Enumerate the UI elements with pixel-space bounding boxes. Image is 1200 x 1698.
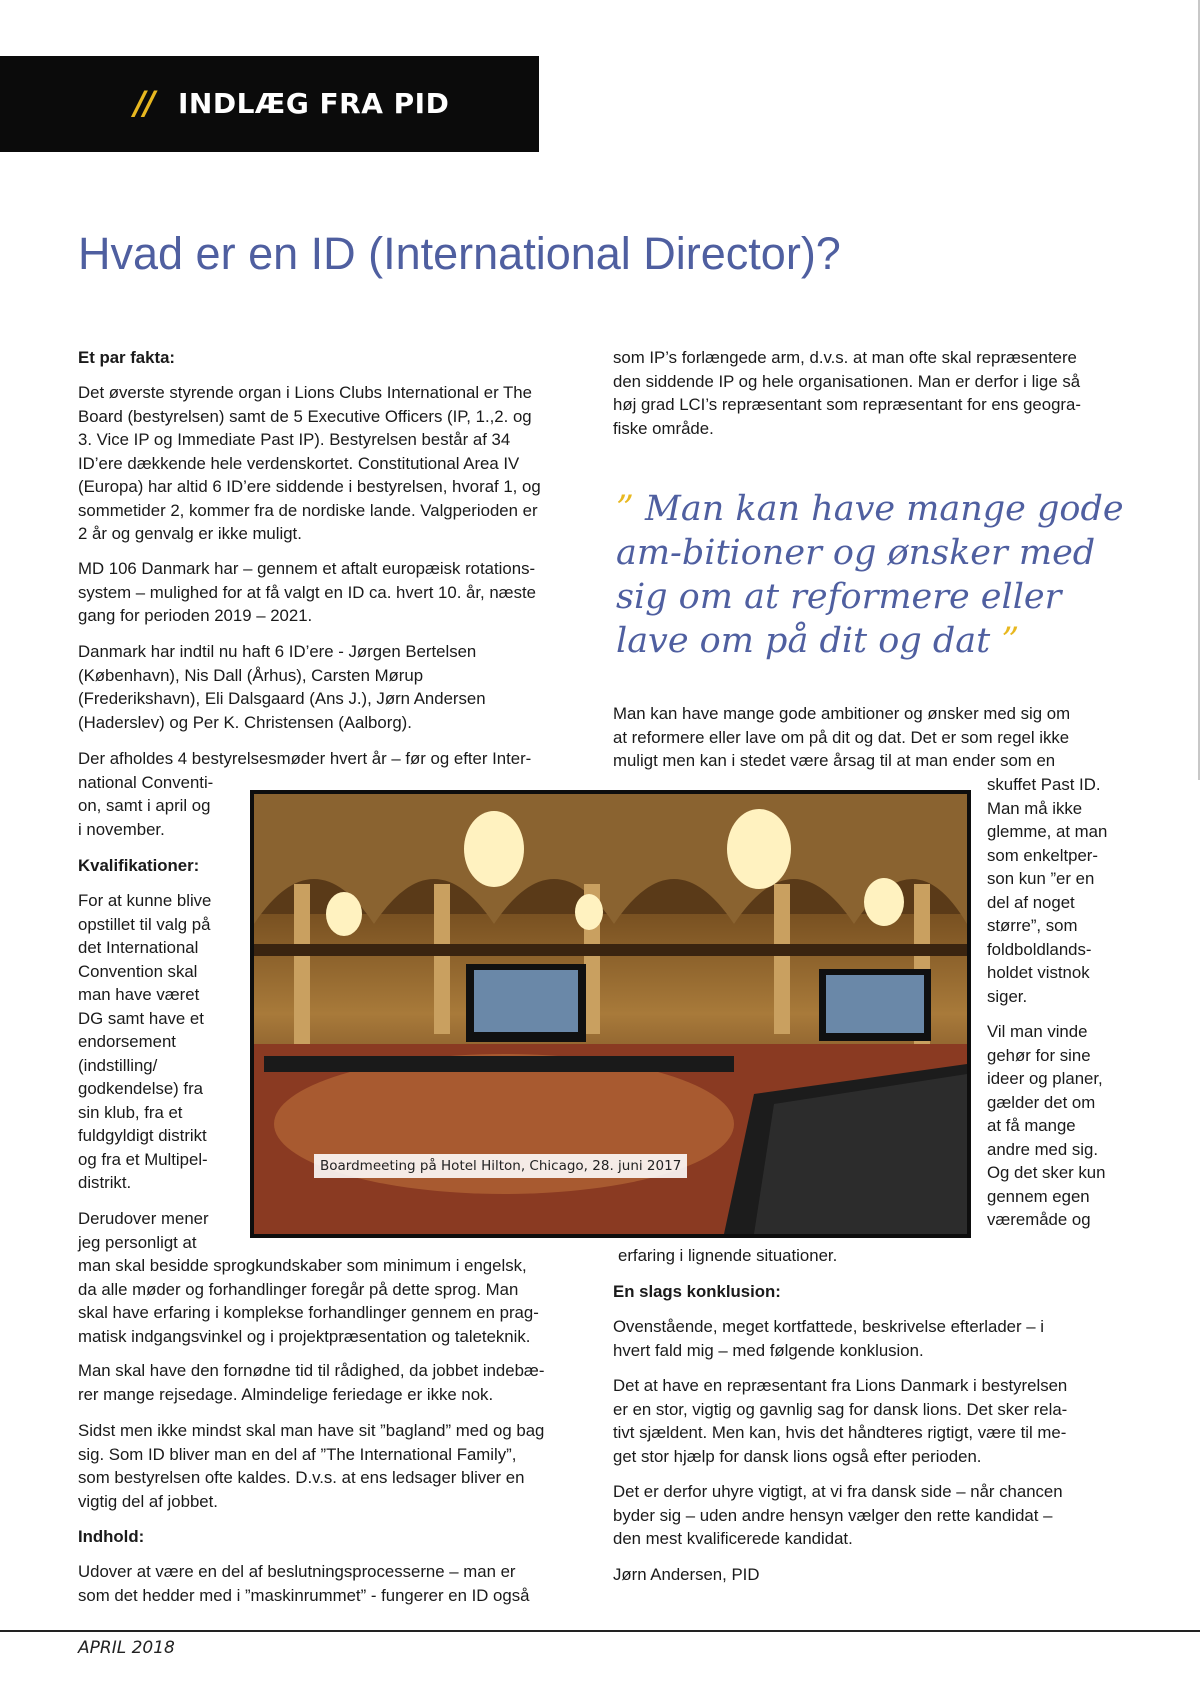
text-line: større”, som [987,916,1078,935]
footer-divider [0,1630,1200,1632]
text-line: Det er derfor uhyre vigtigt, at vi fra dansk side – når chancen [613,1482,1063,1501]
text-line: MD 106 Danmark har – gennem et aftalt europæisk rotations- [78,559,536,578]
text-line: at få mange [987,1116,1076,1135]
text-line: (Haderslev) og Per K. Christensen (Aalborg). [78,712,412,732]
text-line: matisk indgangsvinkel og i projektpræsentation og taleteknik. [78,1326,531,1346]
pull-quote [616,487,1136,663]
text-line: distrikt. [78,1173,132,1192]
text-line: gennem egen [987,1186,1090,1206]
text-line: Man må ikke [987,798,1083,818]
screen-image [474,970,578,1032]
text-line: det International [78,938,199,957]
text-line: Sidst men ikke mindst skal man have sit ”bagland” med og bag [78,1421,545,1440]
text-line: den siddende IP og hele organisationen. Man er derfor i lige så [613,371,1081,391]
text-line: tivt sjældent. Men kan, hvis det håndteres rigtigt, være til me- [613,1423,1067,1442]
text-line: Danmark har indtil nu haft 6 ID’ere - Jørgen Bertelsen [78,642,477,661]
text-line: system – mulighed for at få valgt en ID ca. hvert 10. år, næste [78,582,536,602]
column [774,884,790,1034]
paragraph-kandidat [613,1480,1063,1551]
text-line: Der afholdes 4 bestyrelsesmøder hvert år – før og efter Inter- [78,749,532,768]
paragraph-rotation [78,557,536,628]
text-line: endorsement [78,1032,176,1051]
text-line: byder sig – uden andre hensyn vælger den rette kandidat – [613,1505,1053,1525]
text-line: er en stor, vigtig og gavnlig sag for dansk lions. Det sker rela- [613,1399,1068,1419]
text-line: Board (bestyrelsen) samt de 5 Executive Officers (IP, 1.,2. og [78,406,532,426]
text-line: For at kunne blive [78,891,212,910]
text-line: sin klub, fra et [78,1102,183,1122]
paragraph-gehoer [987,1020,1105,1232]
column [294,884,310,1044]
heading-kvalifikationer: Kvalifikationer: [78,856,200,875]
paragraph-tid [78,1359,544,1406]
boardmeeting-photo [250,790,971,1238]
text-line: Vil man vinde [987,1022,1088,1041]
text-line: da alle møder og forhandlinger foregår på dette sprog. Man [78,1279,519,1299]
paragraph-fakta [78,381,541,546]
heading-konklusion: En slags konklusion: [613,1282,781,1301]
text-line: holdet vistnok [987,963,1090,982]
text-line: gang for perioden 2019 – 2021. [78,606,313,625]
article-title: Hvad er en ID (International Director)? [78,228,841,279]
text-line: on, samt i april og [78,796,211,815]
text-line: jeg personligt at [78,1232,197,1252]
text-line: man skal besidde sprogkundskaber som minimum i engelsk, [78,1256,527,1275]
paragraph-bagland [78,1419,544,1513]
text-line: den mest kvalificerede kandidat. [613,1529,853,1548]
text-line: rer mange rejsedage. Almindelige feriedage er ikke nok. [78,1384,494,1404]
text-line: man have været [78,985,200,1004]
heading-fakta: Et par fakta: [78,348,175,367]
text-line: 2 år og genvalg er ikke muligt. [78,524,302,543]
paragraph-ambitioner [613,702,1070,773]
paragraph-danish-ids [78,640,486,734]
text-line: andre med sig. [987,1139,1099,1159]
text-line: Det øverste styrende organ i Lions Clubs International er The [78,383,532,402]
balcony [254,944,967,956]
text-line: Convention skal [78,961,198,981]
paragraph-repraesentant [613,1374,1067,1468]
text-line: DG samt have et [78,1008,204,1028]
heading-indhold: Indhold: [78,1527,145,1546]
photo-caption: Boardmeeting på Hotel Hilton, Chicago, 28. juni 2017 [314,1154,687,1178]
text-line: (Europa) har altid 6 ID’ere siddende i bestyrelsen, hvoraf 1, og [78,477,541,496]
author-signature: Jørn Andersen, PID [613,1565,760,1584]
text-line: hvert fald mig – med følgende konklusion. [613,1340,924,1360]
text-line: gælder det om [987,1092,1096,1112]
column [434,884,450,1034]
text-line: fuldgyldigt distrikt [78,1126,207,1145]
paragraph-past-id [987,773,1107,1008]
text-line: siger. [987,986,1028,1006]
text-line: Det at have en repræsentant fra Lions Danmark i bestyrelsen [613,1376,1068,1395]
quote-open-mark: ” [616,489,634,529]
paragraph-ip-arm [613,346,1081,440]
text-line: (København), Nis Dall (Århus), Carsten Mørup [78,665,424,685]
pull-quote-text: Man kan have mange gode am-bitioner og ønsker med sig om at reformere eller lave om på dit og dat [616,489,1124,661]
text-line: vigtig del af jobbet. [78,1491,218,1511]
text-line: 3. Vice IP og Immediate Past IP). Bestyrelsen består af 34 [78,430,511,449]
text-line: som IP’s forlængede arm, d.v.s. at man ofte skal repræsentere [613,348,1077,367]
text-line: som bestyrelsen ofte kaldes. D.v.s. at ens ledsager bliver en [78,1468,525,1487]
text-line: opstillet til valg på [78,914,211,934]
text-line: national Conventi- [78,772,214,792]
text-line: del af noget [987,892,1075,912]
text-line: Derudover mener [78,1209,209,1228]
text-line: som enkeltper- [987,845,1098,865]
text-line: ID’ere dækkende hele verdenskortet. Constitutional Area IV [78,453,520,473]
header-slashes: // [134,84,154,122]
text-line: gehør for sine [987,1045,1091,1065]
text-line: Man skal have den fornødne tid til rådighed, da jobbet indebæ- [78,1361,545,1380]
text-line: sommetider 2, kommer fra de nordiske lande. Valgperioden er [78,500,538,520]
text-line: (Frederikshavn), Eli Dalsgaard (Ans J.), Jørn Andersen [78,689,486,708]
text-line: Og det sker kun [987,1163,1106,1182]
arches [254,794,967,924]
text-line: muligt men kan i stedet være årsag til at man ender som en [613,751,1056,770]
text-line: (indstilling/ [78,1055,158,1075]
text-line: høj grad LCI’s repræsentant som repræsentant for ens geogra- [613,395,1081,414]
text-line: Ovenstående, meget kortfattede, beskrivelse efterlader – i [613,1317,1044,1336]
paragraph-konklusion [613,1315,1044,1362]
text-line: ideer og planer, [987,1069,1103,1088]
text-line: og fra et Multipel- [78,1149,208,1169]
text-line: at reformere eller lave om på dit og dat. Det er som regel ikke [613,727,1070,747]
footer-date: APRIL 2018 [78,1638,175,1658]
head-table [264,1056,734,1072]
text-line: fiske område. [613,418,714,438]
text-line: som det hedder med i ”maskinrummet” - fungerer en ID også [78,1585,530,1605]
text-line: foldboldlands- [987,939,1092,959]
screen-image [826,975,924,1033]
text-line: i november. [78,819,165,839]
text-line: skal have erfaring i komplekse forhandlinger gennem en prag- [78,1303,539,1322]
text-line: væremåde og [987,1210,1091,1229]
text-line: get stor hjælp for dansk lions også efter perioden. [613,1446,982,1466]
text-line: godkendelse) fra [78,1079,204,1098]
text-line: skuffet Past ID. [987,775,1101,794]
paragraph-kvalifikationer [78,889,211,1195]
paragraph-erfaring: erfaring i lignende situationer. [618,1246,838,1265]
quote-close-mark: ” [1001,621,1020,661]
section-header-label: INDLÆG FRA PID [178,87,450,120]
text-line: Udover at være en del af beslutningsprocesserne – man er [78,1562,516,1581]
paragraph-indhold [78,1560,529,1607]
text-line: son kun ”er en [987,869,1095,888]
text-line: sig. Som ID bliver man en del af ”The International Family”, [78,1444,517,1464]
text-line: Man kan have mange gode ambitioner og ønsker med sig om [613,704,1071,723]
text-line: glemme, at man [987,822,1108,841]
